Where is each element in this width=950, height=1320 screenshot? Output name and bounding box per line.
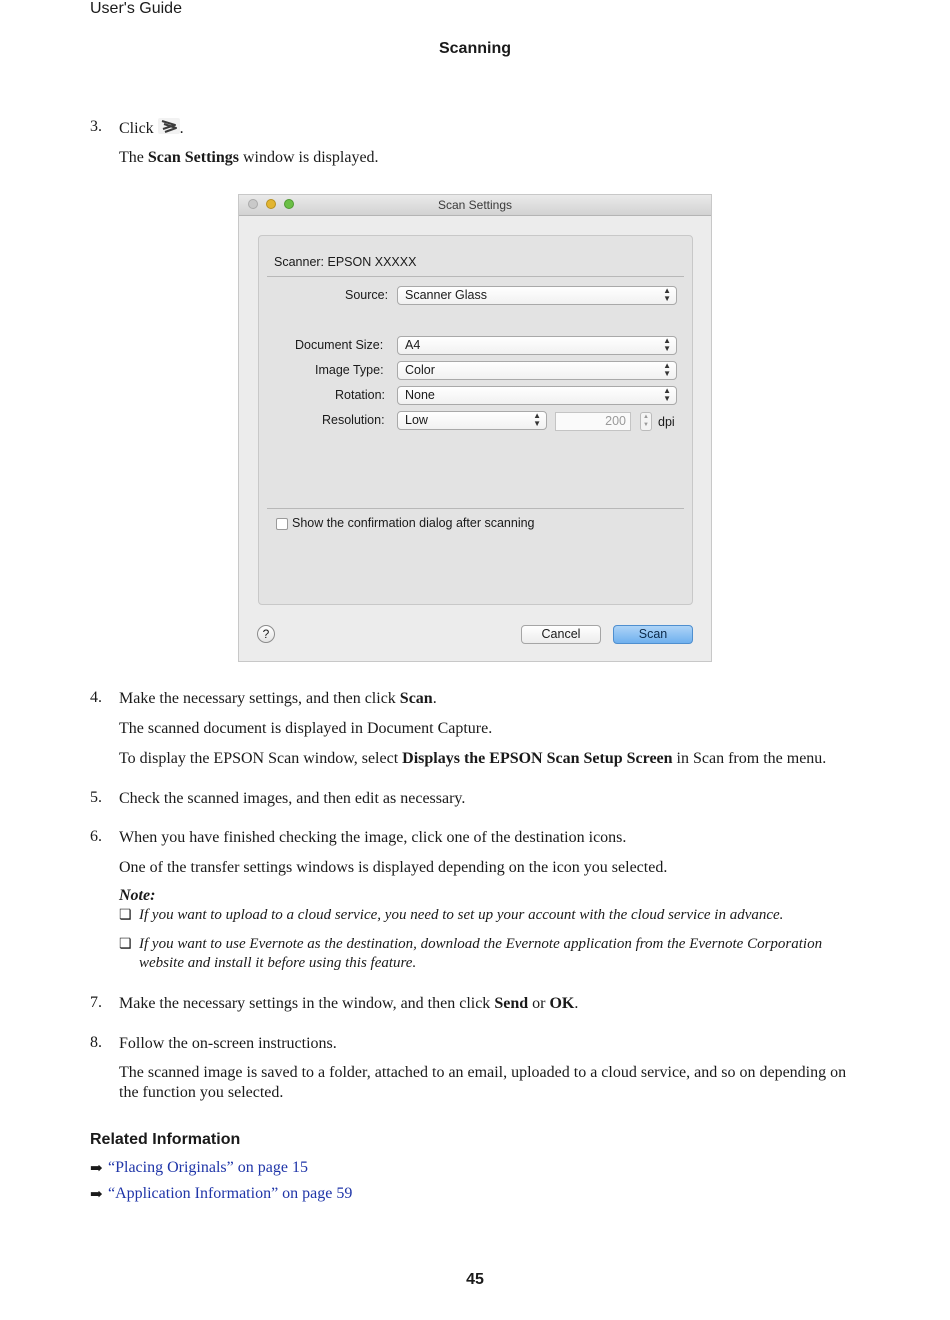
step-7-text (119, 994, 578, 1014)
dpi-unit: dpi (658, 415, 675, 429)
cancel-button[interactable]: Cancel (521, 625, 601, 644)
step-3-result-bold: Scan Settings (147, 149, 239, 166)
step-4-para-2 (119, 749, 826, 769)
step-3-result-pre: The (119, 149, 148, 166)
updown-arrows-icon: ▲ ▼ (663, 286, 671, 303)
note-item-1: If you want to upload to a cloud service, you need to set up your account with the cloud service in advance. (139, 907, 784, 923)
step-7-post: . (574, 995, 579, 1012)
source-value: Scanner Glass (405, 288, 487, 302)
options-divider (267, 508, 684, 509)
updown-arrows-icon: ▲ ▼ (663, 361, 671, 378)
step-4-number: 4. (90, 689, 102, 706)
settings-panel (258, 235, 693, 605)
rotation-value: None (405, 388, 435, 402)
step-6-number: 6. (90, 828, 102, 845)
note-bullet-1: ❏ (119, 908, 132, 923)
rotation-select[interactable] (397, 386, 677, 405)
arrow-right-icon: ➡ (90, 1161, 103, 1177)
window-title: Scan Settings (437, 198, 513, 212)
running-header-section: Scanning (438, 40, 511, 57)
updown-arrows-icon: ▲ ▼ (663, 336, 671, 353)
step-5-text: Check the scanned images, and then edit as necessary. (119, 790, 466, 807)
step-4-para-2-bold: Displays the EPSON Scan Setup Screen (402, 750, 673, 767)
updown-arrows-icon: ▲ ▼ (533, 411, 541, 428)
step-7-pre: Make the necessary settings in the window, and then click (119, 995, 495, 1012)
dpi-stepper[interactable]: ▲ ▼ (640, 412, 652, 431)
step-5-number: 5. (90, 789, 102, 806)
document-size-select[interactable] (397, 336, 677, 355)
step-7-number: 7. (90, 994, 102, 1011)
note-label: Note: (119, 887, 156, 904)
arrow-right-icon: ➡ (90, 1187, 103, 1203)
step-4-text (119, 689, 437, 709)
confirmation-checkbox[interactable] (276, 518, 288, 530)
document-size-label: Document Size: (295, 338, 384, 352)
updown-arrows-icon: ▲ ▼ (663, 386, 671, 403)
step-6-text: When you have finished checking the image, click one of the destination icons. (119, 829, 627, 846)
source-label: Source: (345, 288, 389, 302)
step-6-para-1: One of the transfer settings windows is displayed depending on the icon you selected. (119, 859, 668, 876)
source-select[interactable] (397, 286, 677, 305)
scanner-name: Scanner: EPSON XXXXX (274, 255, 417, 269)
step-3-result-post: window is displayed. (239, 149, 379, 166)
resolution-value: Low (405, 413, 428, 427)
step-4-para-1: The scanned document is displayed in Document Capture. (119, 720, 493, 737)
image-type-label: Image Type: (315, 363, 384, 377)
step-7-bold-send: Send (494, 995, 529, 1012)
link-placing-originals[interactable]: “Placing Originals” on page 15 (108, 1159, 308, 1176)
step-4-pre: Make the necessary settings, and then click (119, 690, 400, 707)
step-4-post: . (432, 690, 437, 707)
resolution-select[interactable] (397, 411, 547, 430)
window-titlebar (239, 195, 711, 216)
confirmation-checkbox-label: Show the confirmation dialog after scanning (292, 516, 535, 530)
document-size-value: A4 (405, 338, 421, 352)
page-number: 45 (466, 1271, 484, 1288)
running-header-guide: User's Guide (90, 0, 182, 17)
related-information-heading: Related Information (90, 1131, 241, 1148)
note-bullet-2: ❏ (119, 937, 132, 952)
step-8-number: 8. (90, 1034, 102, 1051)
rotation-label: Rotation: (335, 388, 386, 402)
step-8-para-1: The scanned image is saved to a folder, attached to an email, uploaded to a cloud service, and so on depending on the function you selected. (119, 1064, 847, 1101)
note-item-2: If you want to use Evernote as the destination, download the Evernote application from the Evernote Corporation website and install it before using this feature. (139, 936, 823, 971)
scan-settings-window (238, 194, 712, 662)
step-3-period: . (179, 120, 184, 137)
dpi-input[interactable]: 200 (555, 412, 631, 431)
help-button[interactable]: ? (257, 625, 275, 643)
scan-icon (158, 118, 180, 134)
step-4-para-2-post: in Scan from the menu. (672, 750, 827, 767)
scan-button[interactable]: Scan (613, 625, 693, 644)
step-4-bold: Scan (399, 690, 433, 707)
scanner-divider (267, 276, 684, 277)
resolution-label: Resolution: (322, 413, 385, 427)
link-application-information[interactable]: “Application Information” on page 59 (108, 1185, 353, 1202)
step-7-mid: or (528, 995, 550, 1012)
step-3-click-word: Click (119, 120, 154, 137)
step-4-para-2-pre: To display the EPSON Scan window, select (119, 750, 403, 767)
step-3-text (119, 118, 184, 139)
step-7-bold-ok: OK (549, 995, 575, 1012)
image-type-value: Color (405, 363, 435, 377)
image-type-select[interactable] (397, 361, 677, 380)
step-3-result (119, 148, 379, 168)
step-3-number: 3. (90, 118, 102, 135)
step-8-text: Follow the on-screen instructions. (119, 1035, 337, 1052)
